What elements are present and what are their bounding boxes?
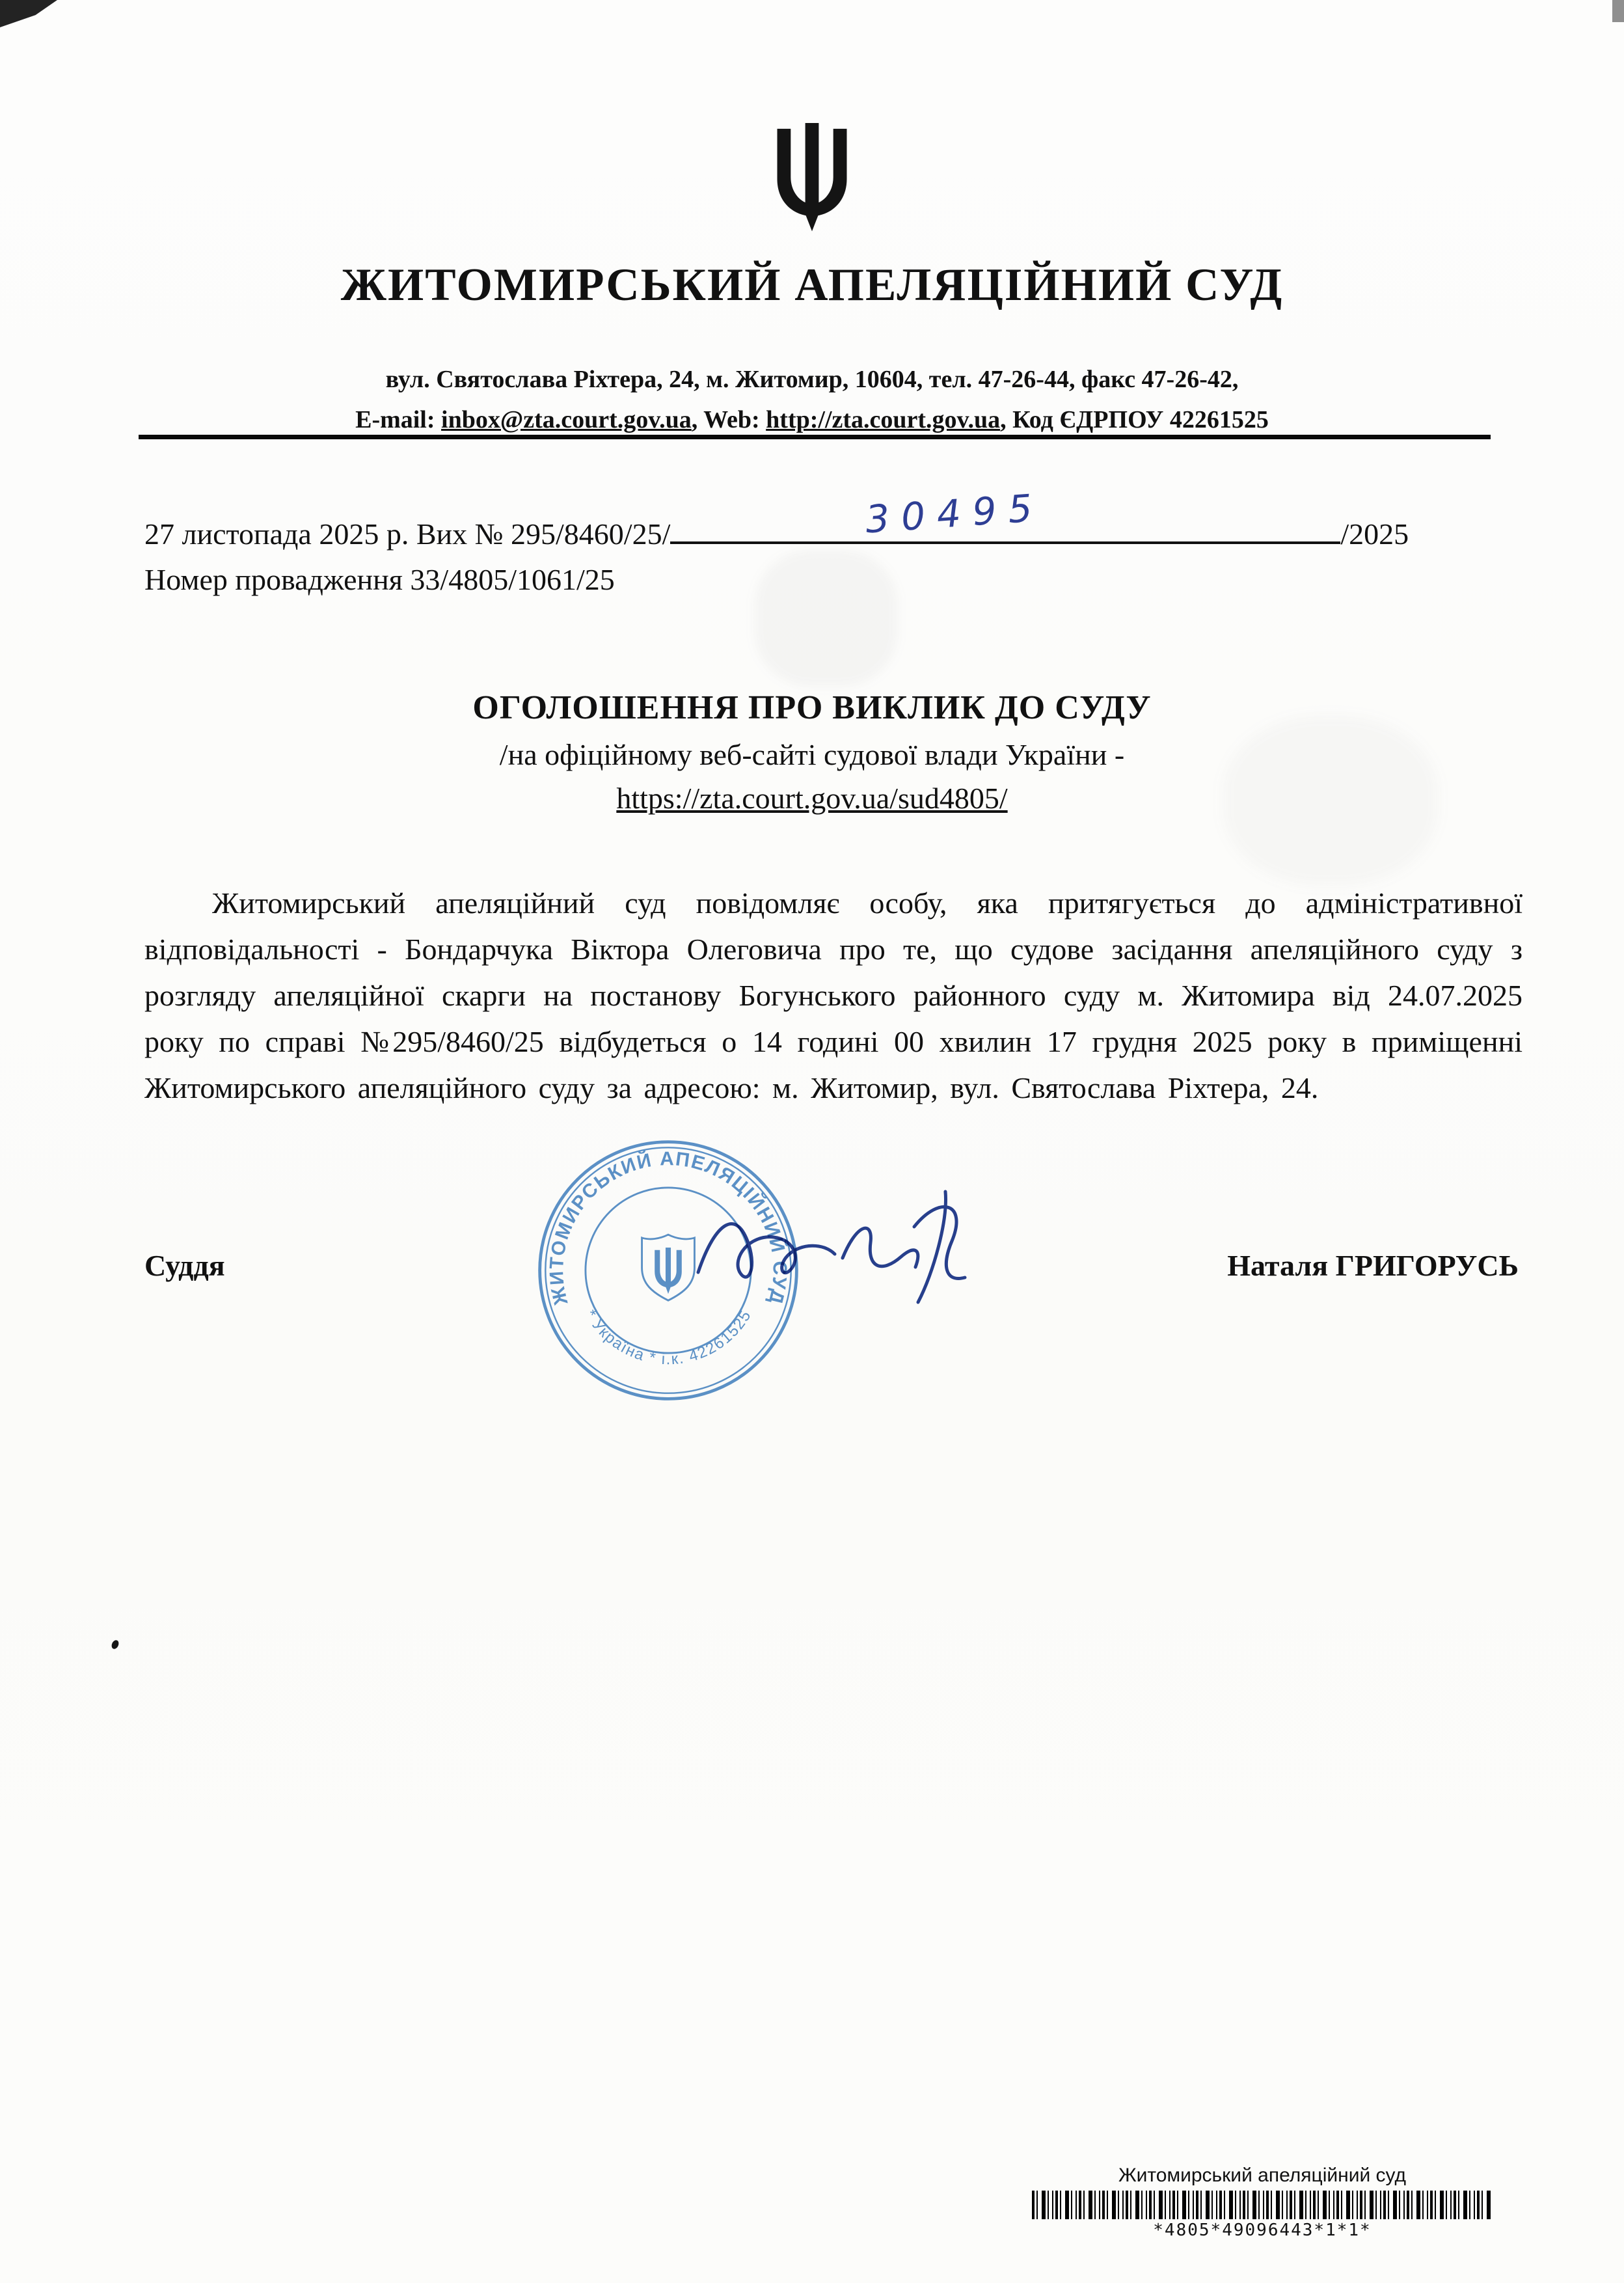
contact-line: [0, 400, 1624, 440]
judge-role-label: Суддя: [144, 1249, 225, 1282]
footer-court-name: Житомирський апеляційний суд: [1118, 2165, 1407, 2186]
stamp-text-bottom: * Україна * і.к. 42261525: [581, 1306, 755, 1369]
court-website-link[interactable]: https://zta.court.gov.ua/sud4805/: [616, 782, 1008, 815]
announcement-heading-block: [0, 689, 1624, 815]
outgoing-number-suffix: /2025: [1340, 517, 1409, 551]
coat-of-arms-icon: [760, 119, 864, 254]
court-address-block: [0, 359, 1624, 440]
outgoing-number-prefix: 27 листопада 2025 р. Вих № 295/8460/25/: [144, 517, 671, 551]
stamp-trident-icon: [655, 1248, 682, 1294]
signature-scribble: [686, 1175, 999, 1321]
trident-icon: [760, 119, 864, 254]
barcode: [1032, 2191, 1493, 2219]
judge-name: Наталя ГРИГОРУСЬ: [1227, 1249, 1519, 1282]
footer-block: [1027, 2165, 1498, 2240]
court-name-heading: ЖИТОМИРСЬКИЙ АПЕЛЯЦІЙНИЙ СУД: [340, 260, 1284, 310]
barcode-text: *4805*49096443*1*1*: [1153, 2221, 1372, 2240]
header-divider: [139, 435, 1491, 439]
handwritten-number-blank: [670, 485, 1340, 544]
announcement-body-paragraph: Житомирський апеляційний суд повідомляє особу, яка притягується до адміністративної відповідальності - Бондарчука Віктора Олеговича про те, що судове засідання апеляційного суду з розгляду апеляційної скарги на постанову Богунського районного суду м. Житомира від 24.07.2025 року по справі №295/8460/25 відбудеться о 14 годині 00 хвилин 17 грудня 2025 року в приміщенні Житомирського апеляційного суду за адресою: м. Житомир, вул. Святослава Ріхтера, 24.: [144, 886, 1522, 1104]
web-link[interactable]: http://zta.court.gov.ua: [766, 406, 1001, 433]
email-link[interactable]: inbox@zta.court.gov.ua: [441, 406, 692, 433]
announcement-subtitle: /на офіційному веб-сайті судової влади України -: [499, 738, 1125, 771]
handwritten-number: 30495: [864, 485, 1046, 542]
web-label: , Web:: [691, 406, 766, 433]
proceeding-number-line: Номер провадження 33/4805/1061/25: [144, 563, 615, 596]
outgoing-number-line: [144, 485, 1524, 557]
announcement-title: ОГОЛОШЕННЯ ПРО ВИКЛИК ДО СУДУ: [472, 689, 1152, 726]
stamp-text-top: ЖИТОМИРСЬКИЙ АПЕЛЯЦІЙНИЙ СУД: [545, 1148, 791, 1307]
scan-artifact: [111, 1639, 120, 1650]
email-label: E-mail:: [355, 406, 442, 433]
scan-artifact: [1612, 0, 1624, 22]
address-line: вул. Святослава Ріхтера, 24, м. Житомир, 10604, тел. 47-26-44, факс 47-26-42,: [385, 366, 1239, 393]
edrpou-code: , Код ЄДРПОУ 42261525: [1000, 406, 1269, 433]
scan-artifact: [0, 0, 57, 27]
reference-block: [144, 485, 1524, 603]
